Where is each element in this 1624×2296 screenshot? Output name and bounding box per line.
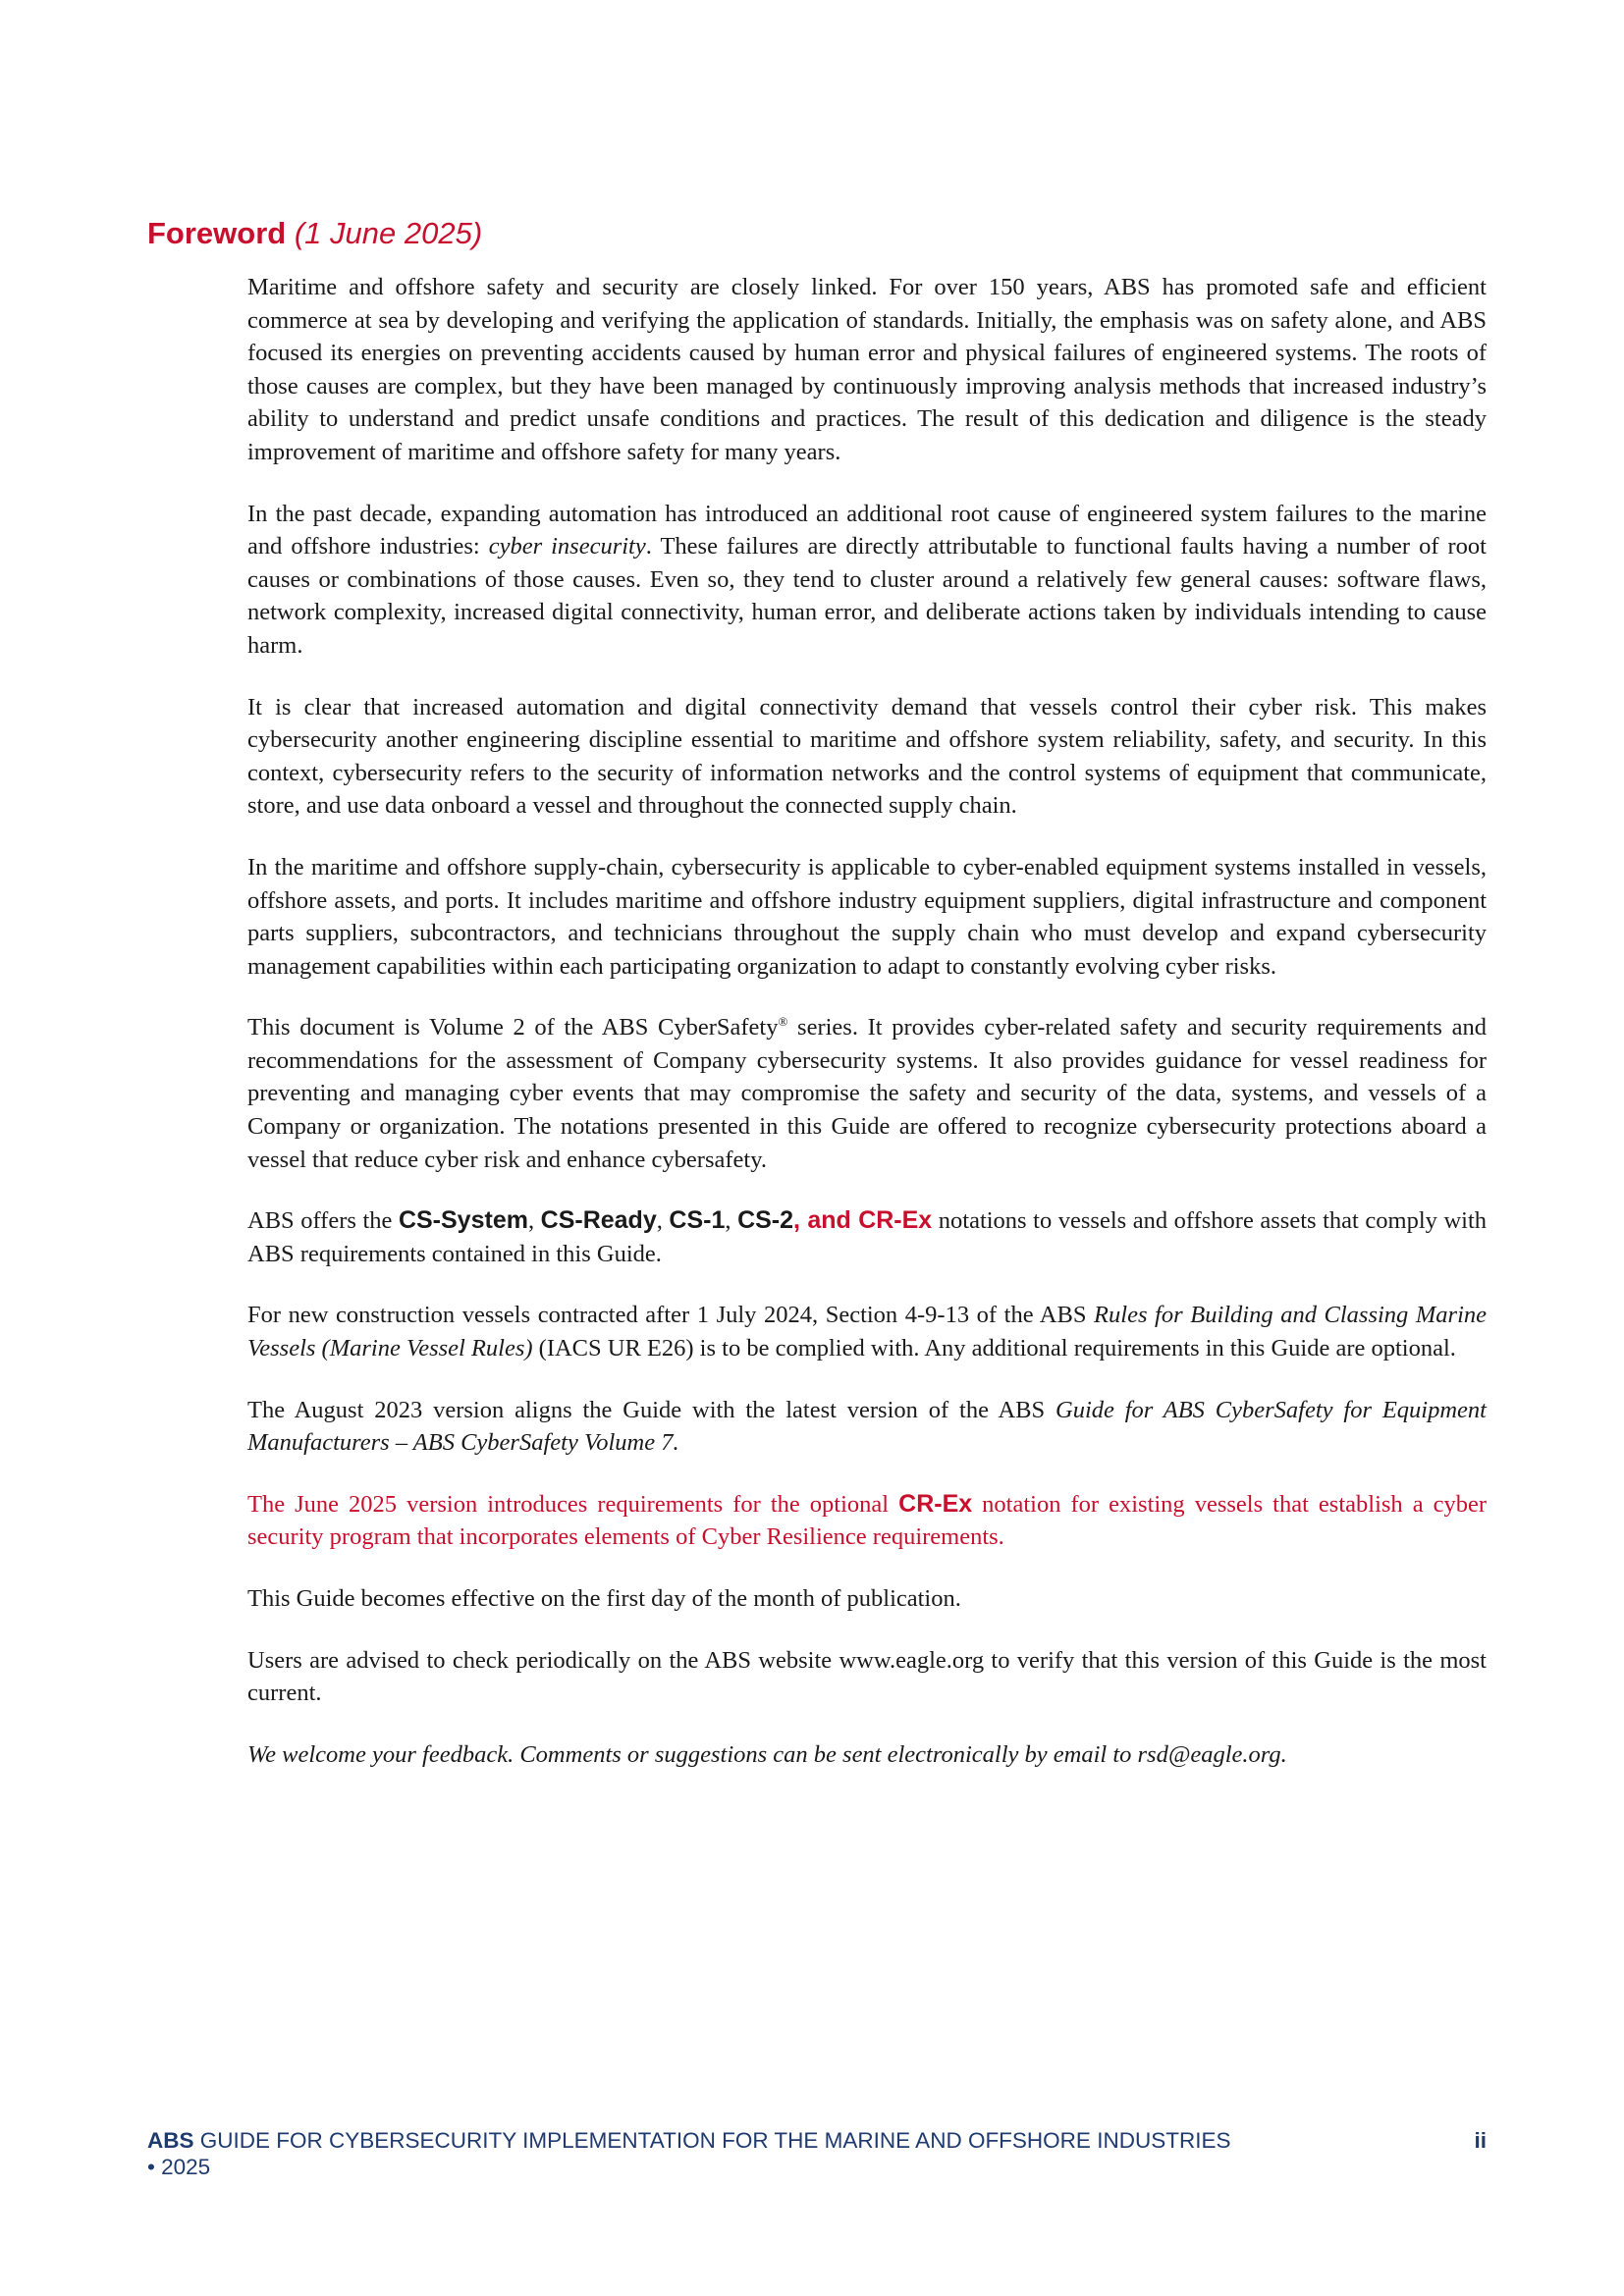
heading-date: (1 June 2025) <box>294 216 483 250</box>
heading-title: Foreword <box>147 216 287 250</box>
paragraph-effective: This Guide becomes effective on the first day of the month of publication. <box>247 1585 961 1612</box>
paragraph-new-construction: For new construction vessels contracted after 1 July 2024, Section 4-9-13 of the ABS Rules for Building and Classing Marine Vessels (Marine Vessel Rules) (IACS UR E26) is to be complied with. Any additional requirements in this Guide are optional. <box>247 1302 1487 1362</box>
notation-cs-1: CS-1 <box>669 1206 726 1235</box>
notation-cs-ready: CS-Ready <box>540 1206 657 1235</box>
footer-abs: ABS <box>147 2128 194 2153</box>
paragraph-june-2025: The June 2025 version introduces requirements for the optional CR-Ex notation for existing vessels that establish a cyber security program that incorporates elements of Cyber Resilience requirements. <box>247 1489 1487 1551</box>
page-number: ii <box>1474 2128 1487 2153</box>
emphasis-cyber-insecurity: cyber insecurity <box>488 533 646 561</box>
rules-title: Rules for Building and Classing Marine Vessels (Marine Vessel Rules) <box>247 1302 1487 1362</box>
foreword-body <box>247 271 1487 1799</box>
page-footer <box>147 2127 1487 2180</box>
notation-cr-ex-2: CR-Ex <box>898 1489 973 1518</box>
paragraph-volume: This document is Volume 2 of the ABS CyberSafety® series. It provides cyber-related safety and security requirements and recommendations for the assessment of Company cybersecurity systems. It also provides guidance for vessel readiness for preventing and managing cyber events that may compromise the safety and security of the data, systems, and vessels of a Company or organization. The notations presented in this Guide are offered to recognize cybersecurity protections aboard a vessel that reduce cyber risk and enhance cybersafety. <box>247 1014 1488 1173</box>
footer-year: • 2025 <box>147 2155 211 2179</box>
footer-title: ABS GUIDE FOR CYBERSECURITY IMPLEMENTATION FOR THE MARINE AND OFFSHORE INDUSTRIES <box>147 2128 1231 2153</box>
paragraph-august-2023: The August 2023 version aligns the Guide with the latest version of the ABS Guide for ABS CyberSafety for Equipment Manufacturers – ABS CyberSafety Volume 7. <box>247 1396 1487 1457</box>
paragraph-supply-chain: In the maritime and offshore supply-chain, cybersecurity is applicable to cyber-enabled equipment systems installed in vessels, offshore assets, and ports. It includes maritime and offshore industry equipment suppliers, digital infrastructure and component parts suppliers, subcontractors, and technicians throughout the supply chain who must develop and expand cybersecurity management capabilities within each participating organization to adapt to constantly evolving cyber risks. <box>247 853 1487 980</box>
paragraph-automation: In the past decade, expanding automation has introduced an additional root cause of engineered system failures to the marine and offshore industries: cyber insecurity. These failures are directly attributable to functional faults having a number of root causes or combinations of those causes. Even so, they tend to cluster around a relatively few general causes: software flaws, network complexity, increased digital connectivity, human error, and deliberate actions taken by individuals intending to cause harm. <box>247 500 1487 659</box>
notation-cs-system: CS-System <box>398 1206 528 1235</box>
guide-title: Guide for ABS CyberSafety for Equipment Manufacturers – ABS CyberSafety Volume 7. <box>247 1396 1487 1457</box>
registered-mark: ® <box>778 1014 788 1030</box>
paragraph-notations: ABS offers the CS-System, CS-Ready, CS-1, CS-2, and CR-Ex notations to vessels and offshore assets that comply with ABS requirements contained in this Guide. <box>247 1206 1488 1267</box>
notation-cs-2: CS-2 <box>737 1206 794 1235</box>
paragraph-cyber-risk: It is clear that increased automation and digital connectivity demand that vessels control their cyber risk. This makes cybersecurity another engineering discipline essential to maritime and offshore system reliability, safety, and security. In this context, cybersecurity refers to the security of information networks and the control systems of equipment that communicate, store, and use data onboard a vessel and throughout the connected supply chain. <box>247 693 1487 820</box>
paragraph-feedback: We welcome your feedback. Comments or suggestions can be sent electronically by email to rsd@eagle.org. <box>247 1740 1287 1768</box>
foreword-heading <box>147 214 482 253</box>
notation-cr-ex: , and CR-Ex <box>793 1206 933 1235</box>
paragraph-history: Maritime and offshore safety and security are closely linked. For over 150 years, ABS has promoted safe and efficient commerce at sea by developing and verifying the application of standards. Initially, the emphasis was on safety alone, and ABS focused its energies on preventing accidents caused by human error and physical failures of engineered systems. The roots of those causes are complex, but they have been managed by continuously improving analysis methods that increased industry’s ability to understand and predict unsafe conditions and practices. The result of this dedication and diligence is the steady improvement of maritime and offshore safety for many years. <box>247 274 1487 465</box>
paragraph-website: Users are advised to check periodically on the ABS website www.eagle.org to verify that this version of this Guide is the most current. <box>247 1646 1487 1707</box>
